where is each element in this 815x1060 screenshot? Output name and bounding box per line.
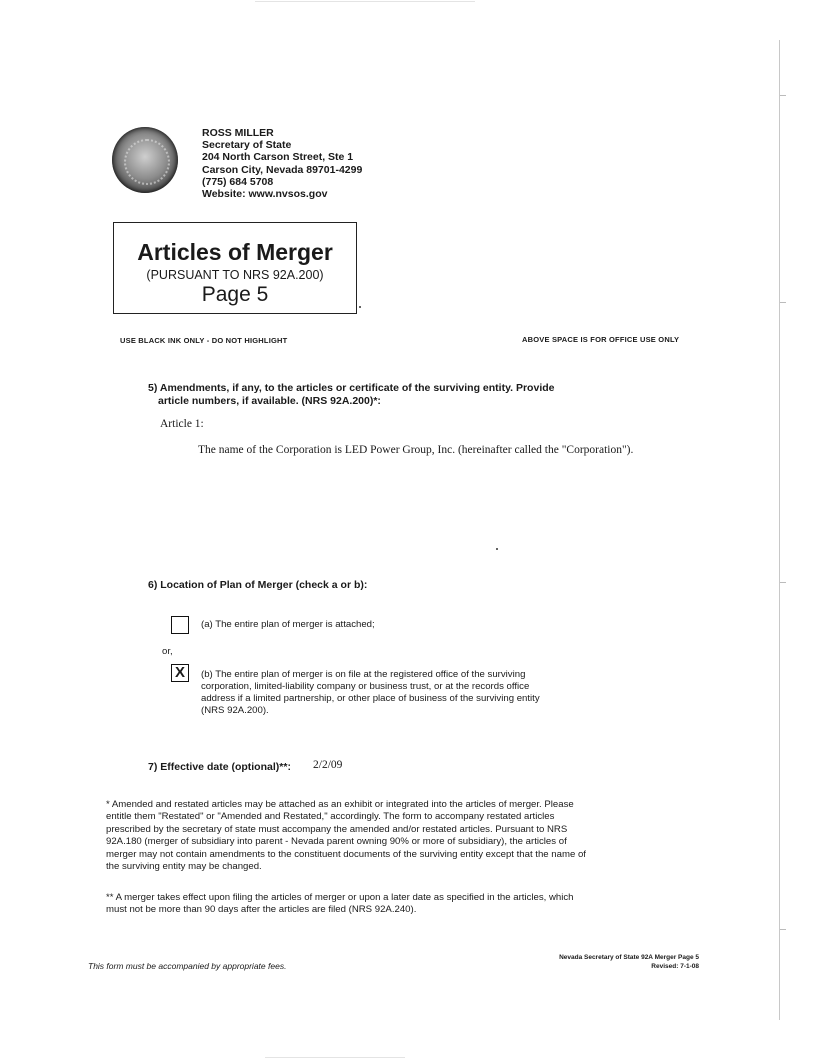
check-x-icon: X bbox=[174, 664, 185, 681]
option-b-line: (NRS 92A.200). bbox=[201, 705, 269, 716]
scan-top-edge bbox=[255, 1, 475, 2]
form-revision bbox=[520, 953, 699, 971]
form-id: Nevada Secretary of State 92A Merger Page 5 bbox=[559, 954, 699, 961]
fees-notice: This form must be accompanied by appropriate fees. bbox=[88, 961, 287, 971]
option-b-checkbox[interactable] bbox=[171, 664, 189, 682]
footnote-line: must not be more than 90 days after the articles are filed (NRS 92A.240). bbox=[106, 904, 417, 916]
option-b-line: address if a limited partnership, or other place of business of the surviving entity bbox=[201, 693, 540, 704]
website: Website: www.nvsos.gov bbox=[202, 188, 328, 201]
footnote-2 bbox=[106, 892, 574, 917]
secretary-name: ROSS MILLER bbox=[202, 127, 274, 139]
option-b-line: corporation, limited-liability company or business trust, or at the records office bbox=[201, 681, 530, 692]
revised-date: Revised: 7-1-08 bbox=[651, 963, 699, 970]
option-b-label bbox=[201, 669, 540, 717]
footnote-line: prescribed by the secretary of state must accompany the amended and/or restated articles. Pursuant to NRS bbox=[106, 823, 568, 835]
secretary-of-state-header bbox=[202, 127, 362, 200]
footnote-line: entitle them "Restated" or "Amended and Restated," accordingly. The form to accompany restated articles bbox=[106, 811, 555, 823]
scan-right-edge bbox=[779, 40, 780, 1020]
footnote-line: * Amended and restated articles may be attached as an exhibit or integrated into the articles of merger. Please bbox=[106, 799, 574, 810]
section7-heading: 7) Effective date (optional)**: bbox=[148, 761, 291, 773]
phone-number: (775) 684 5708 bbox=[202, 175, 274, 188]
title-box bbox=[113, 222, 357, 314]
scan-bottom-edge bbox=[265, 1057, 405, 1058]
scan-mark bbox=[780, 929, 786, 930]
office-title: Secretary of State bbox=[202, 139, 292, 152]
section6-heading: 6) Location of Plan of Merger (check a or b): bbox=[148, 579, 368, 591]
section5-heading-line1: 5) Amendments, if any, to the articles or certificate of the surviving entity. Provide bbox=[148, 382, 555, 394]
scan-speck bbox=[496, 548, 498, 550]
document-title: Articles of Merger bbox=[137, 239, 333, 265]
scan-mark bbox=[780, 95, 786, 96]
footnote-line: the surviving entity may be changed. bbox=[106, 861, 262, 873]
ink-notice: USE BLACK INK ONLY - DO NOT HIGHLIGHT bbox=[120, 336, 288, 345]
footnote-line: ** A merger takes effect upon filing the articles of merger or upon a later date as specified in the articles, which bbox=[106, 892, 574, 903]
or-label: or, bbox=[162, 646, 173, 657]
footnote-1 bbox=[106, 799, 586, 873]
scan-speck bbox=[359, 306, 361, 308]
option-b-line: (b) The entire plan of merger is on file at the registered office of the surviving bbox=[201, 669, 526, 680]
effective-date-value: 2/2/09 bbox=[313, 759, 343, 771]
option-a-label: (a) The entire plan of merger is attached; bbox=[201, 619, 375, 630]
scan-mark bbox=[780, 582, 786, 583]
document-subtitle: (PURSUANT TO NRS 92A.200) bbox=[146, 268, 324, 282]
scan-mark bbox=[780, 302, 786, 303]
section5-heading-line2: article numbers, if available. (NRS 92A.200)*: bbox=[158, 395, 381, 407]
office-use-notice: ABOVE SPACE IS FOR OFFICE USE ONLY bbox=[522, 335, 680, 344]
street-address: 204 North Carson Street, Ste 1 bbox=[202, 151, 354, 164]
option-a-checkbox[interactable] bbox=[171, 616, 189, 634]
page-label: Page 5 bbox=[201, 283, 269, 306]
footnote-line: 92A.180 (merger of subsidiary into parent - Nevada parent owning 90% or more of subsidiary), the articles of bbox=[106, 836, 567, 848]
article-text: The name of the Corporation is LED Power Group, Inc. (hereinafter called the "Corporation"). bbox=[198, 444, 634, 456]
footnote-line: merger may not contain amendments to the constituent documents of the surviving entity except that the name of bbox=[106, 848, 586, 860]
section5-heading bbox=[148, 382, 555, 408]
state-seal-icon bbox=[112, 127, 178, 193]
city-address: Carson City, Nevada 89701-4299 bbox=[202, 163, 363, 176]
article-label: Article 1: bbox=[160, 418, 204, 430]
